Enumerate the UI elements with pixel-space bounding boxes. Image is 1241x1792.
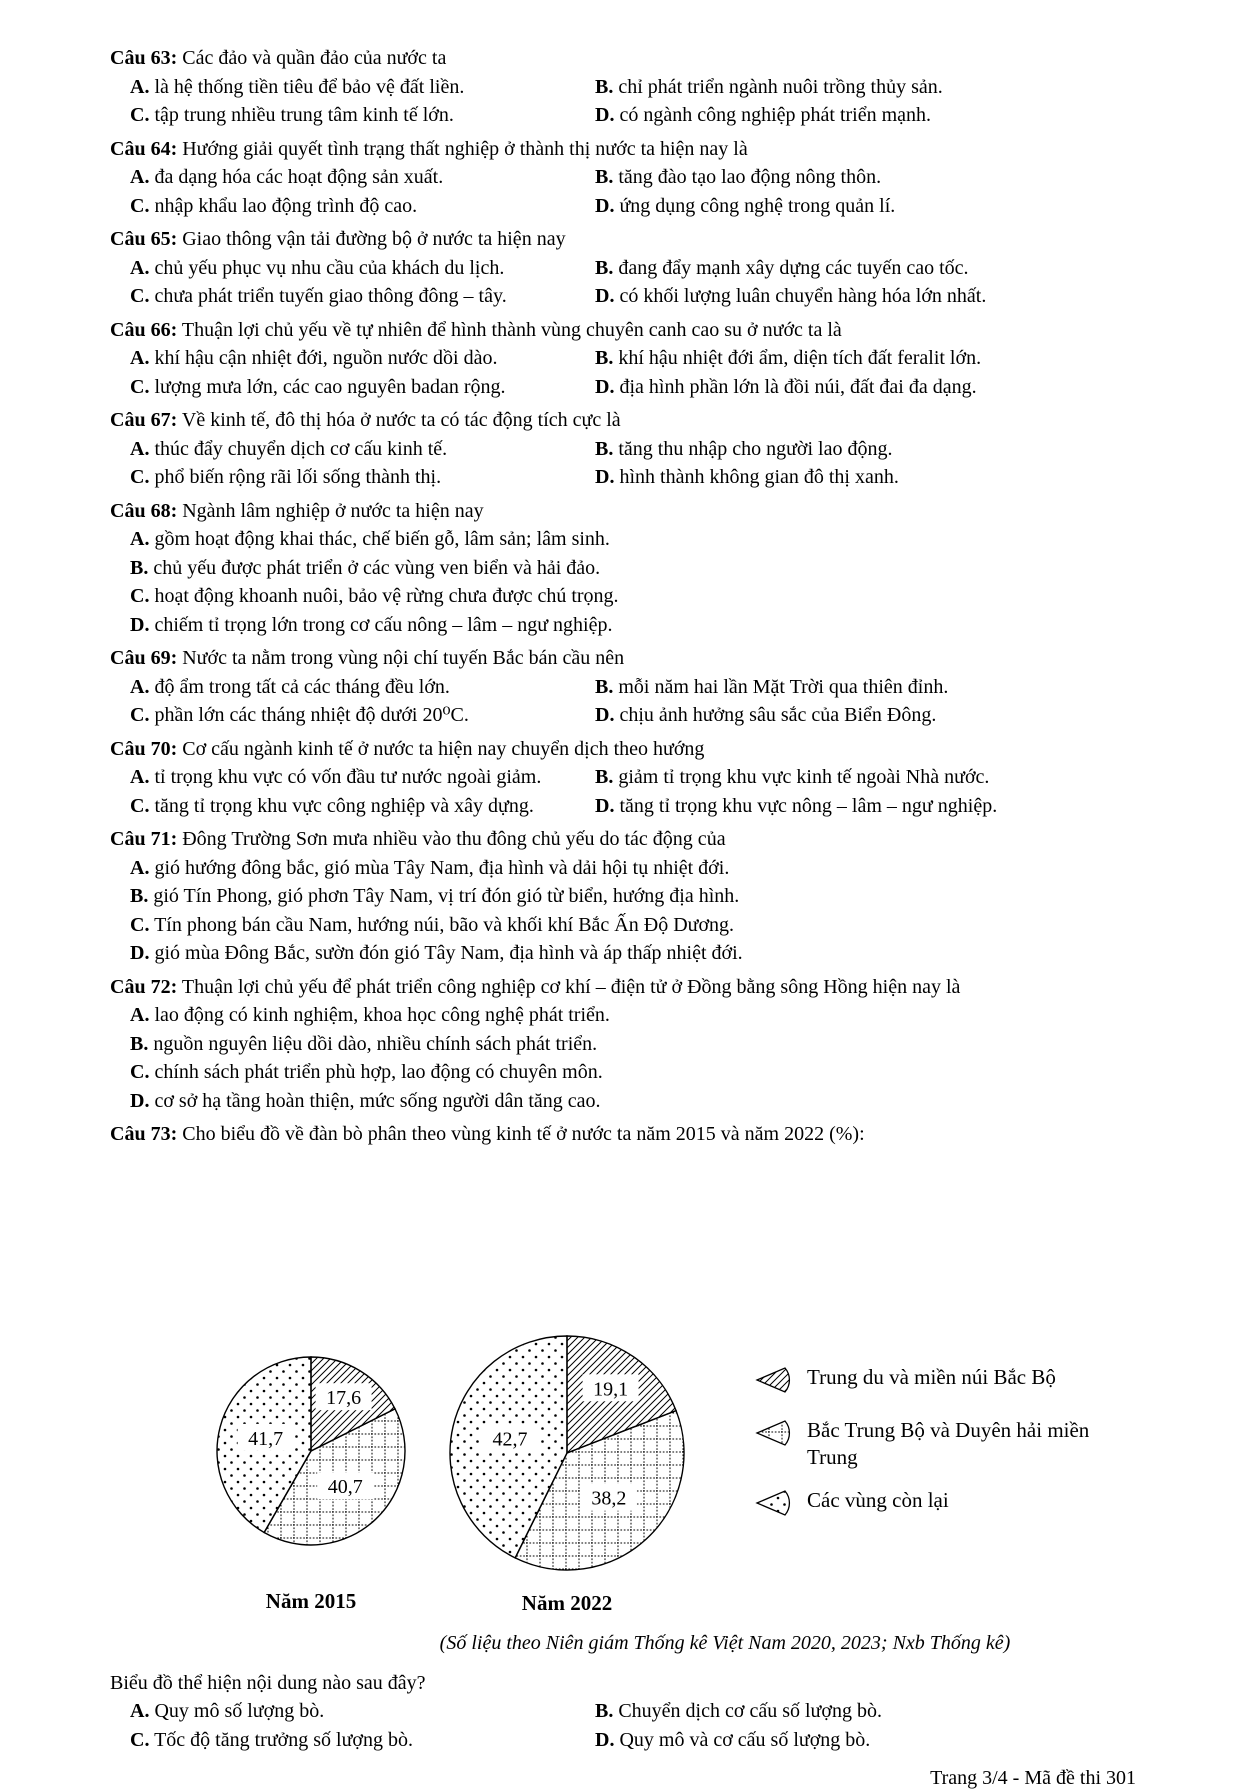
options <box>110 435 1136 492</box>
option-C: C. chính sách phát triển phù hợp, lao động có chuyên môn. <box>130 1061 603 1083</box>
question-number: Câu 73: <box>110 1123 178 1145</box>
option-letter: C. <box>130 1728 150 1751</box>
question-number: Câu 70: <box>110 737 178 760</box>
question-66 <box>110 316 1136 402</box>
question-number: Câu 68: <box>110 499 178 522</box>
svg-text:17,6: 17,6 <box>326 1386 362 1409</box>
option-letter: D. <box>595 466 615 488</box>
option-D: D. có khối lượng luân chuyển hàng hóa lớn nhất. <box>595 285 987 307</box>
option-letter: C. <box>130 585 150 607</box>
option-letter: D. <box>595 794 615 817</box>
legend-item-0 <box>755 1364 1095 1401</box>
question-stem: Câu 68: Ngành lâm nghiệp ở nước ta hiện nay <box>110 499 484 522</box>
option-B: B. chủ yếu được phát triển ở các vùng ven biển và hải đảo. <box>130 556 601 579</box>
question-68 <box>110 497 1136 640</box>
question-number: Câu 69: <box>110 647 178 669</box>
option-letter: D. <box>595 704 615 726</box>
options <box>110 344 1136 401</box>
question-stem: Câu 63: Các đảo và quần đảo của nước ta <box>110 47 447 69</box>
option-letter: B. <box>595 437 614 460</box>
option-A: A. lao động có kinh nghiệm, khoa học công nghệ phát triển. <box>130 1004 610 1026</box>
option-letter: A. <box>130 437 150 460</box>
question-73 <box>110 1120 1136 1149</box>
questions-list <box>110 44 1136 1149</box>
options <box>110 525 1136 639</box>
option-letter: C. <box>130 794 150 817</box>
question-67 <box>110 406 1136 492</box>
option-letter: C. <box>130 1061 150 1083</box>
legend-label: Các vùng còn lại <box>807 1487 949 1512</box>
question-number: Câu 65: <box>110 228 178 250</box>
option-letter: B. <box>595 766 614 788</box>
question-71 <box>110 825 1136 968</box>
svg-text:38,2: 38,2 <box>591 1487 627 1510</box>
options <box>110 254 1136 311</box>
legend-item-2 <box>755 1487 1095 1524</box>
option-A: A. đa dạng hóa các hoạt động sản xuất. <box>130 166 444 188</box>
option-B: B. Chuyển dịch cơ cấu số lượng bò. <box>595 1700 882 1722</box>
option-A: A. thúc đẩy chuyển dịch cơ cấu kinh tế. <box>130 437 448 460</box>
option-letter: B. <box>595 166 614 188</box>
option-C: C. Tín phong bán cầu Nam, hướng núi, bão và khối khí Bắc Ấn Độ Dương. <box>130 913 735 936</box>
option-letter: C. <box>130 285 150 307</box>
option-letter: A. <box>130 1700 150 1722</box>
question-number: Câu 63: <box>110 47 178 69</box>
question-chart-sub <box>110 1669 1136 1755</box>
option-C: C. tập trung nhiều trung tâm kinh tế lớn. <box>130 104 454 126</box>
option-C: C. lượng mưa lớn, các cao nguyên badan rộng. <box>130 375 506 398</box>
option-A: A. chủ yếu phục vụ nhu cầu của khách du lịch. <box>130 256 505 279</box>
option-letter: A. <box>130 166 150 188</box>
pie-chart-2015 <box>215 1355 407 1553</box>
option-C: C. nhập khẩu lao động trình độ cao. <box>130 194 418 217</box>
options <box>110 854 1136 968</box>
option-letter: A. <box>130 347 150 369</box>
option-A: A. Quy mô số lượng bò. <box>130 1700 325 1722</box>
option-letter: D. <box>595 375 615 398</box>
question-stem: Câu 67: Về kinh tế, đô thị hóa ở nước ta có tác động tích cực là <box>110 409 621 431</box>
question-stem: Câu 66: Thuận lợi chủ yếu về tự nhiên để hình thành vùng chuyên canh cao su ở nước ta là <box>110 318 842 341</box>
option-D: D. chiếm tỉ trọng lớn trong cơ cấu nông – lâm – ngư nghiệp. <box>130 613 613 636</box>
option-C: C. chưa phát triển tuyến giao thông đông – tây. <box>130 285 507 307</box>
dots-wedge-icon <box>755 1488 793 1524</box>
option-C: C. phần lớn các tháng nhiệt độ dưới 20⁰C. <box>130 704 469 726</box>
question-stem: Câu 73: Cho biểu đồ về đàn bò phân theo vùng kinh tế ở nước ta năm 2015 và năm 2022 (%): <box>110 1123 865 1145</box>
option-D: D. cơ sở hạ tầng hoàn thiện, mức sống người dân tăng cao. <box>130 1089 601 1112</box>
question-number: Câu 67: <box>110 409 178 431</box>
option-A: A. độ ẩm trong tất cả các tháng đều lớn. <box>130 675 450 698</box>
pie-charts-figure <box>110 1154 1136 1629</box>
option-D: D. có ngành công nghiệp phát triển mạnh. <box>595 104 932 126</box>
option-letter: C. <box>130 375 150 398</box>
option-letter: C. <box>130 466 150 488</box>
option-D: D. gió mùa Đông Bắc, sườn đón gió Tây Nam, địa hình và áp thấp nhiệt đới. <box>130 942 743 964</box>
option-D: D. Quy mô và cơ cấu số lượng bò. <box>595 1728 871 1751</box>
grid-wedge-icon <box>755 1418 793 1454</box>
chart-sub-question <box>110 1669 1136 1755</box>
option-A: A. khí hậu cận nhiệt đới, nguồn nước dồi dào. <box>130 347 498 369</box>
option-letter: B. <box>595 256 614 279</box>
question-number: Câu 66: <box>110 318 178 341</box>
option-B: B. gió Tín Phong, gió phơn Tây Nam, vị trí đón gió từ biển, hướng địa hình. <box>130 885 740 907</box>
question-stem: Câu 72: Thuận lợi chủ yếu để phát triển công nghiệp cơ khí – điện tử ở Đồng bằng sông Hồng hiện nay là <box>110 975 961 998</box>
option-letter: A. <box>130 1004 150 1026</box>
option-letter: C. <box>130 104 150 126</box>
option-letter: B. <box>595 347 614 369</box>
svg-text:42,7: 42,7 <box>492 1428 528 1451</box>
option-letter: B. <box>130 885 149 907</box>
svg-text:41,7: 41,7 <box>248 1427 284 1450</box>
option-B: B. chỉ phát triển ngành nuôi trồng thủy sản. <box>595 75 943 98</box>
options <box>110 763 1136 820</box>
legend-label: Trung du và miền núi Bắc Bộ <box>807 1364 1056 1389</box>
option-letter: D. <box>595 1728 615 1751</box>
option-A: A. gồm hoạt động khai thác, chế biến gỗ, lâm sản; lâm sinh. <box>130 528 610 550</box>
option-letter: A. <box>130 766 150 788</box>
options <box>110 673 1136 730</box>
option-B: B. giảm tỉ trọng khu vực kinh tế ngoài Nhà nước. <box>595 766 990 788</box>
pie-chart-2022 <box>448 1334 686 1578</box>
option-B: B. đang đẩy mạnh xây dựng các tuyến cao tốc. <box>595 256 969 279</box>
option-letter: B. <box>130 1032 149 1055</box>
option-letter: B. <box>595 75 614 98</box>
question-63 <box>110 44 1136 130</box>
option-A: A. tỉ trọng khu vực có vốn đầu tư nước ngoài giảm. <box>130 766 542 788</box>
hatch-wedge-icon <box>755 1365 793 1401</box>
option-D: D. hình thành không gian đô thị xanh. <box>595 466 899 488</box>
pie-year-label: Năm 2022 <box>521 1590 613 1615</box>
option-B: B. tăng đào tạo lao động nông thôn. <box>595 166 882 188</box>
option-letter: D. <box>595 285 615 307</box>
question-stem: Câu 71: Đông Trường Sơn mưa nhiều vào thu đông chủ yếu do tác động của <box>110 828 726 850</box>
option-B: B. khí hậu nhiệt đới ẩm, diện tích đất feralit lớn. <box>595 347 982 369</box>
options <box>110 1001 1136 1115</box>
option-letter: D. <box>130 613 150 636</box>
option-letter: C. <box>130 194 150 217</box>
option-letter: A. <box>130 256 150 279</box>
option-letter: C. <box>130 704 150 726</box>
options <box>110 1697 1136 1754</box>
question-number: Câu 71: <box>110 828 178 850</box>
question-65 <box>110 225 1136 311</box>
option-letter: D. <box>595 194 615 217</box>
option-D: D. ứng dụng công nghệ trong quản lí. <box>595 194 896 217</box>
option-B: B. mỗi năm hai lần Mặt Trời qua thiên đỉnh. <box>595 675 949 698</box>
question-stem: Câu 65: Giao thông vận tải đường bộ ở nước ta hiện nay <box>110 228 566 250</box>
question-stem: Câu 70: Cơ cấu ngành kinh tế ở nước ta hiện nay chuyển dịch theo hướng <box>110 737 705 760</box>
option-D: D. địa hình phần lớn là đồi núi, đất đai đa dạng. <box>595 375 977 398</box>
option-letter: A. <box>130 856 150 879</box>
options <box>110 73 1136 130</box>
chart-legend <box>755 1364 1095 1540</box>
option-letter: A. <box>130 75 150 98</box>
option-A: A. gió hướng đông bắc, gió mùa Tây Nam, địa hình và dải hội tụ nhiệt đới. <box>130 856 730 879</box>
question-70 <box>110 735 1136 821</box>
option-B: B. nguồn nguyên liệu dồi dào, nhiều chính sách phát triển. <box>130 1032 598 1055</box>
option-letter: D. <box>130 942 150 964</box>
options <box>110 163 1136 220</box>
option-A: A. là hệ thống tiền tiêu để bảo vệ đất liền. <box>130 75 465 98</box>
option-C: C. Tốc độ tăng trưởng số lượng bò. <box>130 1728 414 1751</box>
svg-text:19,1: 19,1 <box>593 1377 629 1400</box>
question-stem: Câu 69: Nước ta nằm trong vùng nội chí tuyến Bắc bán cầu nên <box>110 647 625 669</box>
option-D: D. chịu ảnh hưởng sâu sắc của Biển Đông. <box>595 704 937 726</box>
svg-text:40,7: 40,7 <box>327 1475 363 1498</box>
legend-item-1 <box>755 1417 1095 1471</box>
question-number: Câu 72: <box>110 975 178 998</box>
option-letter: B. <box>130 556 149 579</box>
option-C: C. hoạt động khoanh nuôi, bảo vệ rừng chưa được chú trọng. <box>130 585 619 607</box>
option-letter: A. <box>130 675 150 698</box>
option-C: C. tăng tỉ trọng khu vực công nghiệp và xây dựng. <box>130 794 534 817</box>
option-letter: B. <box>595 675 614 698</box>
question-stem: Biểu đồ thể hiện nội dung nào sau đây? <box>110 1671 426 1694</box>
option-D: D. tăng tỉ trọng khu vực nông – lâm – ngư nghiệp. <box>595 794 998 817</box>
legend-label: Bắc Trung Bộ và Duyên hải miền Trung <box>807 1417 1090 1469</box>
option-letter: B. <box>595 1700 614 1722</box>
question-stem: Câu 64: Hướng giải quyết tình trạng thất nghiệp ở thành thị nước ta hiện nay là <box>110 137 748 160</box>
pie-year-label: Năm 2015 <box>265 1588 357 1613</box>
question-69 <box>110 644 1136 730</box>
question-number: Câu 64: <box>110 137 178 160</box>
option-C: C. phổ biến rộng rãi lối sống thành thị. <box>130 466 442 488</box>
option-letter: D. <box>130 1089 150 1112</box>
question-64 <box>110 135 1136 221</box>
page-footer: Trang 3/4 - Mã đề thi 301 <box>930 1767 1136 1789</box>
option-B: B. tăng thu nhập cho người lao động. <box>595 437 893 460</box>
option-letter: C. <box>130 913 150 936</box>
option-letter: A. <box>130 528 150 550</box>
option-letter: D. <box>595 104 615 126</box>
chart-source-note: (Số liệu theo Niên giám Thống kê Việt Nam 2020, 2023; Nxb Thống kê) <box>439 1631 1011 1654</box>
question-72 <box>110 973 1136 1116</box>
